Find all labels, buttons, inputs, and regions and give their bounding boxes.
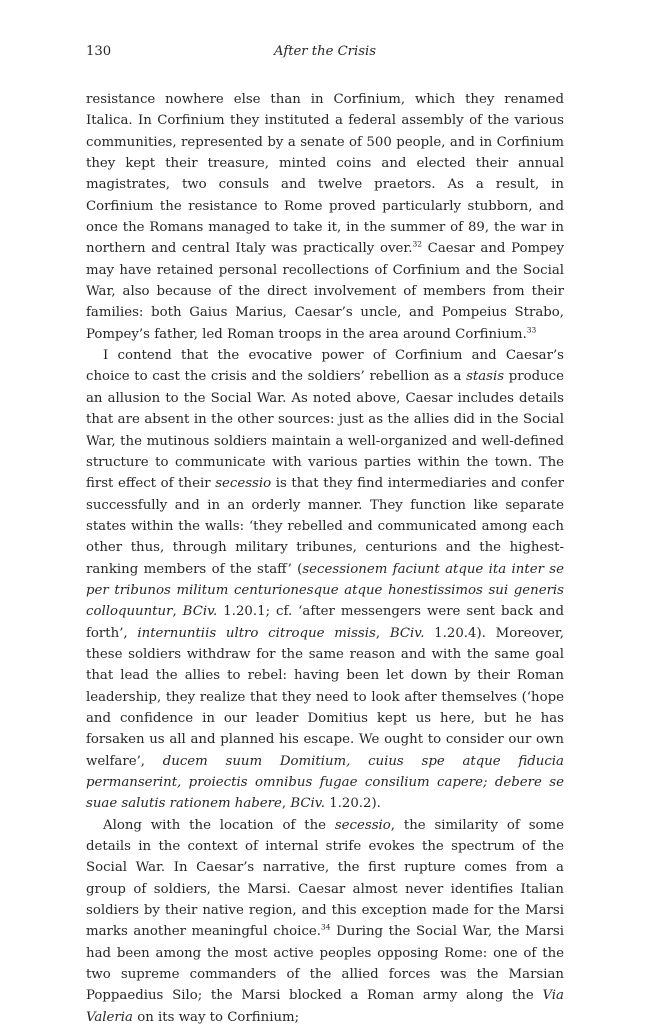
paragraph-text: resistance nowhere else than in Corfinium, which they renamed Italica. In Corfinium they instituted a federal assembly of the various communities, represented by a senate of 500 people, and in Corfinium they kept their treasure, minted coins and elected their annual magistrates, two consuls and twelve praetors. As a result, in Corfinium the resistance to Rome proved particularly stubborn, and once the Romans managed to take it, in the summer of 89, the war in northern and central Italy was practically over. — [86, 92, 564, 257]
italic-text: stasis — [466, 369, 505, 385]
paragraph — [86, 815, 564, 1028]
paragraph-text: Along with the location of the — [103, 817, 335, 833]
footnote-ref: 33 — [526, 325, 537, 335]
paragraph-text: on its way to Corfinium; — [132, 1009, 300, 1025]
page-number: 130 — [86, 44, 112, 59]
italic-text: ducem suum Domitium, cuius spe atque fiducia permanserint, proiectis omnibus fugae consilium capere; debere se suae salutis rationem habere — [86, 753, 564, 812]
paragraph-text: 1.20.4). Moreover, these soldiers withdraw for the same reason and with the same goal that lead the allies to rebel: having been let down by their Roman leadership, they realize that they need to look after themselves (‘hope and confidence in our leader Domitius kept us here, but he has forsaken us all and planned his escape. We ought to consider our own welfare’, — [86, 625, 564, 769]
italic-text: BCiv. — [290, 796, 325, 812]
paragraph — [86, 89, 564, 345]
italic-text: internuntiis ultro citroque missis — [137, 625, 376, 641]
paragraph-text: , — [281, 796, 291, 812]
footnote-ref: 34 — [320, 922, 331, 932]
page-header — [86, 44, 564, 64]
italic-text: secessionem faciunt atque ita inter se per tribunos militum centurionesque atque honestissimos sui generis colloquuntur — [86, 561, 564, 620]
italic-text: secessio — [334, 817, 391, 833]
paragraph-text: , — [375, 625, 390, 641]
paragraph-text: During the Social War, the Marsi had been among the most active peoples opposing Rome: one of the two supreme commanders of the allied forces was the Marsian Poppaedius Silo; the Marsi blocked a Roman army along the — [86, 924, 564, 1004]
paragraph-text: I contend that the evocative power of Corfinium and Caesar’s choice to cast the crisis and the soldiers’ rebellion as a — [86, 348, 564, 385]
running-title: After the Crisis — [274, 44, 376, 59]
paragraph-text: , — [172, 604, 183, 620]
paragraph-text: 1.20.2). — [324, 796, 381, 812]
paragraph — [86, 345, 564, 815]
paragraph-text: Caesar and Pompey may have retained personal recollections of Corfinium and the Social War, also because of the direct involvement of members from their families: both Gaius Marius, Caesar’s uncle, and Pompeius Strabo, Pompey’s father, led Roman troops in the area around Corfinium. — [86, 241, 564, 342]
body-text — [86, 89, 564, 1028]
paragraph-text: produce an allusion to the Social War. As noted above, Caesar includes details that are absent in the other sources: just as the allies did in the Social War, the mutinous soldiers maintain a well-organized and well-defined structure to communicate with various parties within the town. The first effect of their — [86, 369, 564, 492]
italic-text: BCiv. — [389, 625, 425, 641]
italic-text: secessio — [215, 476, 272, 492]
paragraph-text: , the similarity of some details in the context of internal strife evokes the spectrum of the Social War. In Caesar’s narrative, the first rupture comes from a group of soldiers, the Marsi. Caesar almost never identifies Italian soldiers by their native region, and this exception made for the Marsi marks another meaningful choice. — [86, 817, 564, 940]
footnote-ref: 32 — [412, 239, 423, 249]
italic-text: Via Valeria — [86, 988, 564, 1025]
italic-text: BCiv. — [182, 604, 218, 620]
paragraph-text: 1.20.1; cf. ‘after messengers were sent back and forth’, — [86, 604, 564, 641]
paragraph-text: is that they find intermediaries and confer successfully and in an orderly manner. They function like separate states within the walls: ‘they rebelled and communicated among each other thus, through military tribunes, centurions and the highest-ranking members of the staff’ ( — [86, 476, 564, 577]
